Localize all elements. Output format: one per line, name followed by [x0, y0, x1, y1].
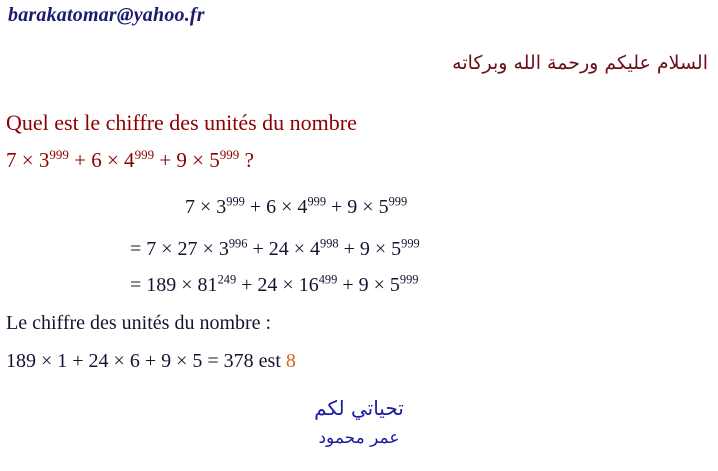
step-term-base: + 24 × 16 — [236, 274, 319, 296]
calculation-line — [130, 238, 420, 261]
conclusion-label: Le chiffre des unités du nombre : — [6, 312, 272, 334]
arabic-greeting: السلام عليكم ورحمة الله وبركاته — [452, 52, 708, 74]
step-term-exp: 999 — [307, 194, 327, 209]
step-term-base: 7 × 27 × 3 — [146, 238, 229, 260]
step-term-exp: 996 — [228, 236, 248, 251]
step-term-base: + 9 × 5 — [337, 274, 400, 296]
step-term-exp: 999 — [226, 194, 245, 209]
step-term-exp: 998 — [320, 236, 339, 251]
conclusion-line — [6, 350, 296, 373]
step-term-base: + 9 × 5 — [326, 196, 389, 218]
step-term-exp: 999 — [388, 194, 408, 209]
step-term-exp: 999 — [401, 236, 420, 251]
question-term-c-exp: 999 — [219, 147, 240, 162]
answer-digit: 8 — [285, 350, 296, 372]
step-term-exp: 249 — [217, 272, 237, 287]
step-term-base: + 24 × 4 — [247, 238, 320, 260]
question-term-c-base: + 9 × 5 — [154, 148, 220, 172]
conclusion-expression: 189 × 1 + 24 × 6 + 9 × 5 = 378 est — [6, 350, 281, 372]
question-term-a-exp: 999 — [49, 147, 69, 162]
question-tail: ? — [239, 148, 254, 172]
calculation-line — [130, 274, 418, 297]
step-term-exp: 499 — [318, 272, 338, 287]
signature-greeting: تحياتي لكم — [314, 396, 404, 420]
step-term-base: 189 × 81 — [146, 274, 218, 296]
step-prefix: = — [130, 274, 147, 296]
step-term-exp: 999 — [399, 272, 419, 287]
step-prefix: = — [130, 238, 147, 260]
question-term-a-base: 7 × 3 — [6, 148, 50, 172]
step-term-base: + 6 × 4 — [244, 196, 308, 218]
question-term-b-base: + 6 × 4 — [68, 148, 135, 172]
step-term-base: 7 × 3 — [185, 196, 227, 218]
calculation-line — [185, 196, 407, 219]
email-address: barakatomar@yahoo.fr — [8, 4, 205, 26]
question-term-b-exp: 999 — [134, 147, 155, 162]
question-expression — [6, 148, 254, 173]
signature-name: عمر محمود — [318, 428, 400, 448]
question-text: Quel est le chiffre des unités du nombre — [6, 110, 357, 135]
step-term-base: + 9 × 5 — [338, 238, 402, 260]
